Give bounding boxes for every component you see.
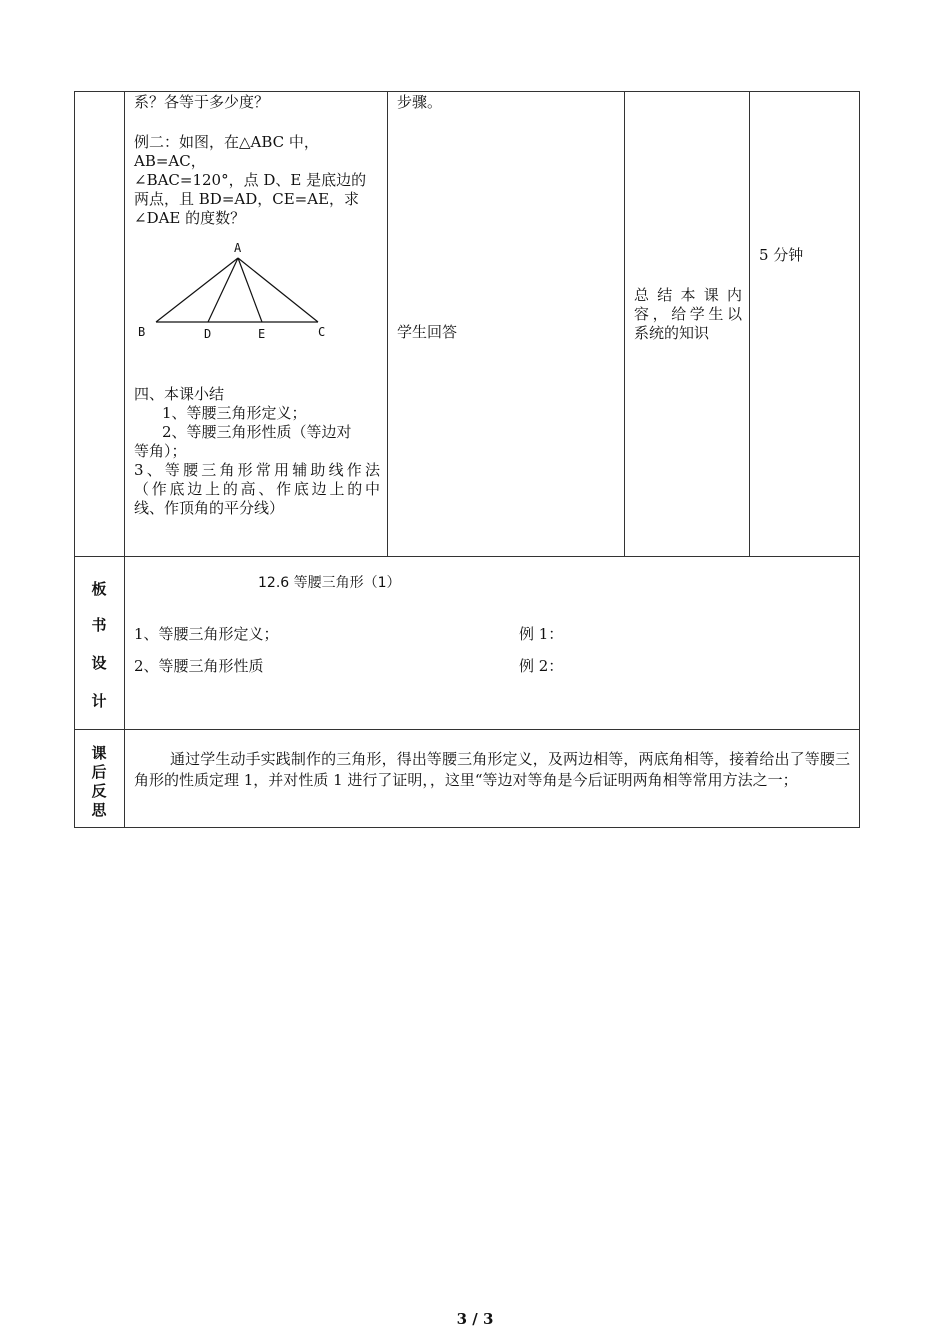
reflection-label: 后 (91, 763, 107, 781)
table-border-top (74, 91, 860, 92)
column-line-4 (749, 91, 750, 557)
reflection-label: 思 (91, 801, 107, 819)
summary-item: 等角）； (134, 442, 187, 460)
reflection-label: 课 (91, 744, 107, 762)
label-column-line (124, 91, 125, 828)
board-design-label: 书 (91, 616, 107, 634)
intent-line: 系统的知识 (634, 324, 710, 342)
example2-line: ∠DAE 的度数？ (134, 209, 246, 227)
board-design-label: 计 (91, 692, 107, 710)
table-border-right (859, 91, 860, 828)
table-border-left (74, 91, 75, 828)
student-answer: 学生回答 (397, 323, 458, 341)
summary-item: 2、等腰三角形性质（等边对 (162, 423, 352, 441)
triangle-figure (134, 238, 344, 348)
label-A: A (234, 241, 242, 255)
example2-line: AB=AC， (134, 152, 206, 170)
page-number: 3 / 3 (456, 1310, 494, 1328)
board-item-right: 例 1： (519, 625, 564, 643)
summary-block (134, 385, 380, 518)
board-design-label: 板 (91, 580, 107, 598)
board-item-left: 1、等腰三角形定义； (134, 625, 279, 643)
label-D: D (204, 327, 212, 341)
summary-item: （作底边上的高、作底边上的中 (134, 480, 380, 498)
row-line-1 (74, 556, 860, 557)
content-line: 系？各等于多少度？ (134, 93, 270, 111)
side-AB (156, 258, 238, 322)
student-activity-line: 步骤。 (397, 93, 443, 111)
column-line-2 (387, 91, 388, 557)
board-title: 12.6 等腰三角形（1） (258, 575, 401, 591)
design-intent-cell (634, 286, 742, 343)
summary-item: 3、等腰三角形常用辅助线作法 (134, 461, 380, 479)
label-B: B (138, 325, 146, 339)
label-E: E (258, 327, 266, 341)
reflection-label: 反 (91, 782, 107, 800)
summary-item: 1、等腰三角形定义； (162, 404, 307, 422)
label-C: C (318, 325, 326, 339)
table-border-bottom (74, 827, 860, 828)
example2-line: ∠BAC=120°，点 D、E 是底边的 (134, 171, 367, 189)
column-line-3 (624, 91, 625, 557)
summary-item: 线、作顶角的平分线） (134, 499, 285, 517)
reflection-text: 通过学生动手实践制作的三角形，得出等腰三角形定义，及两边相等，两底角相等，接着给出了等腰三角形的性质定理 1，并对性质 1 进行了证明，，这里“等边对等角是今后证明两角相等常用方法之一； (134, 750, 850, 789)
board-item-right: 例 2： (519, 657, 564, 675)
intent-line: 容，给学生以 (634, 305, 742, 323)
segment-AD (208, 258, 238, 322)
time-allocation: 5 分钟 (759, 246, 804, 264)
row-line-2 (74, 729, 860, 730)
example2-line: 例二：如图，在△ABC 中， (134, 133, 319, 151)
intent-line: 总 结 本 课 内 (634, 286, 742, 304)
board-design-label: 设 (91, 654, 107, 672)
teaching-content-cell (134, 93, 380, 228)
summary-title: 四、本课小结 (134, 385, 225, 403)
board-item-left: 2、等腰三角形性质 (134, 657, 264, 675)
example2-line: 两点，且 BD=AD，CE=AE，求 (134, 190, 360, 208)
